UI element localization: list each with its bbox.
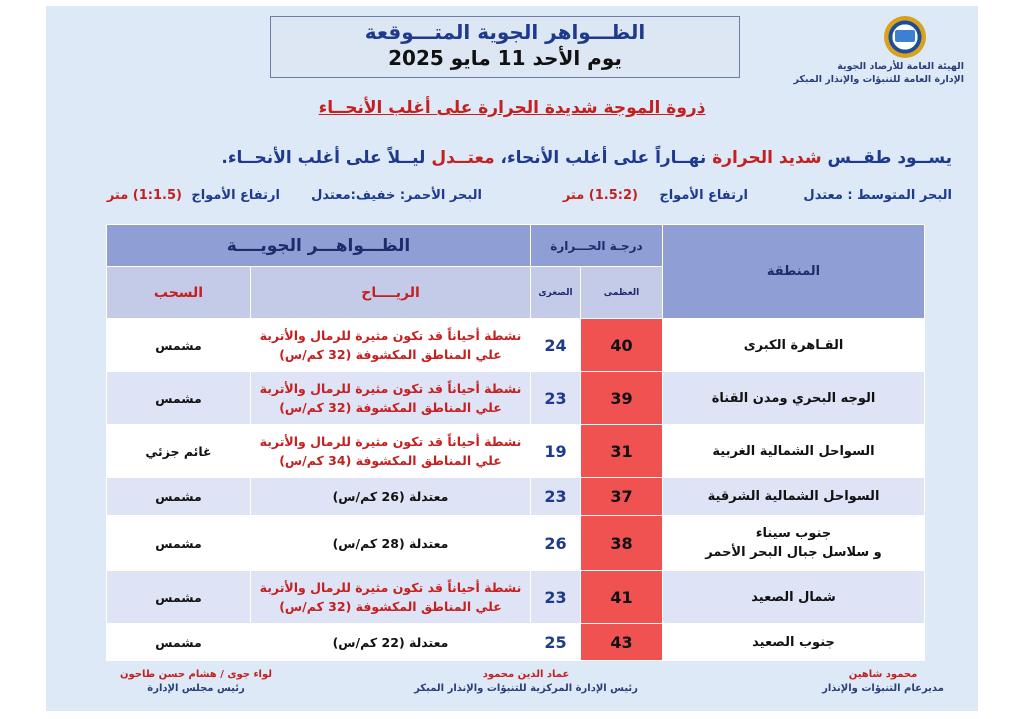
peak-heatwave-title: ذروة الموجة شديدة الحرارة على أغلب الأنحــاء (318, 98, 706, 118)
signature-title: رئيس الإدارة المركزية للتنبؤات والإنذار المبكر (414, 683, 638, 694)
min-temp-cell: 24 (531, 319, 581, 372)
cloud-header: السحب (107, 267, 251, 319)
table-row (107, 478, 925, 516)
wind-line-1: نشطة أحياناً قد تكون مثيرة للرمال والأتربة (259, 381, 522, 396)
red-waves-value: (1:1.5) متر (106, 188, 182, 203)
min-temp-cell: 23 (531, 478, 581, 516)
phenomena-header: الظـــواهـــر الجويــــة (107, 225, 531, 267)
med-sea-label: البحر المتوسط : معتدل (803, 188, 952, 203)
sea-state (98, 188, 952, 210)
table-row (107, 319, 925, 372)
cloud-cell: مشمس (107, 319, 251, 372)
min-temp-cell: 19 (531, 425, 581, 478)
max-temp-cell: 38 (581, 516, 663, 571)
cloud-cell: مشمس (107, 624, 251, 661)
max-temp-header: العظمى (581, 267, 663, 319)
wind-cell (251, 425, 531, 478)
min-temp-cell: 26 (531, 516, 581, 571)
wind-line-1: نشطة أحياناً قد تكون مثيرة للرمال والأتربة (259, 434, 522, 449)
cloud-cell: مشمس (107, 516, 251, 571)
summary-part-1: يســود طقــس (821, 148, 952, 168)
region-cell: السواحل الشمالية الشرقية (663, 478, 925, 516)
max-temp-cell: 41 (581, 571, 663, 624)
region-cell: القـاهرة الكبرى (663, 319, 925, 372)
region-cell: السواحل الشمالية الغربية (663, 425, 925, 478)
min-temp-header: الصغرى (531, 267, 581, 319)
summary-part-4: معتــدل (431, 148, 495, 168)
page-title: الظـــواهر الجوية المتـــوقعة (364, 20, 646, 44)
weather-summary (221, 148, 952, 168)
min-temp-cell: 23 (531, 571, 581, 624)
med-waves-label: ارتفاع الأمواج (659, 188, 748, 203)
red-sea-label: البحر الأحمر: خفيف:معتدل (311, 188, 482, 203)
max-temp-cell: 37 (581, 478, 663, 516)
wind-line-2: علي المناطق المكشوفة (32 كم/س) (279, 599, 502, 614)
wind-cell (251, 372, 531, 425)
wind-cell: معتدلة (22 كم/س) (251, 624, 531, 661)
region-line-1: جنوب سيناء (755, 526, 832, 541)
max-temp-cell: 40 (581, 319, 663, 372)
temperature-header: درجـة الحـــرارة (531, 225, 663, 267)
region-cell: شمال الصعيد (663, 571, 925, 624)
wind-line-1: نشطة أحياناً قد تكون مثيرة للرمال والأتربة (259, 328, 522, 343)
forecast-date: يوم الأحد 11 مايو 2025 (388, 46, 622, 70)
summary-part-3: نهــاراً على أغلب الأنحاء، (494, 148, 713, 168)
signature-title: رئيس مجلس الإدارة (147, 683, 245, 694)
wind-cell (251, 571, 531, 624)
cloud-cell: مشمس (107, 372, 251, 425)
org-line-1: الهيئة العامة للأرصاد الجوية (837, 61, 964, 72)
min-temp-cell: 23 (531, 372, 581, 425)
forecast-sheet (46, 6, 978, 711)
signature-title: مديرعام التنبؤات والإنذار (822, 683, 944, 694)
red-waves-label: ارتفاع الأمواج (191, 188, 280, 203)
signature-name: عماد الدين محمود (482, 669, 570, 680)
max-temp-cell: 31 (581, 425, 663, 478)
region-header: المنطقة (663, 225, 925, 319)
cloud-cell: مشمس (107, 571, 251, 624)
org-line-2: الإدارة العامة للتنبؤات والإنذار المبكر (793, 74, 964, 85)
wind-cell (251, 319, 531, 372)
wind-line-1: نشطة أحياناً قد تكون مثيرة للرمال والأتربة (259, 580, 522, 595)
table-row (107, 372, 925, 425)
forecast-table (106, 224, 925, 661)
region-line-2: و سلاسل جبال البحر الأحمر (705, 545, 882, 560)
meteorology-logo-icon (884, 16, 926, 58)
wind-header: الريــــاح (251, 267, 531, 319)
signature-name: لواء جوى / هشام حسن طاحون (119, 669, 273, 680)
min-temp-cell: 25 (531, 624, 581, 661)
cloud-cell: غائم جزئي (107, 425, 251, 478)
wind-line-2: علي المناطق المكشوفة (34 كم/س) (279, 453, 502, 468)
max-temp-cell: 43 (581, 624, 663, 661)
table-row (107, 624, 925, 661)
table-row (107, 425, 925, 478)
wind-line-2: علي المناطق المكشوفة (32 كم/س) (279, 400, 502, 415)
region-cell: الوجه البحري ومدن القناة (663, 372, 925, 425)
organization-name (774, 60, 964, 86)
signature-name: محمود شاهين (848, 669, 918, 680)
summary-part-5: ليــلاً على أغلب الأنحــاء. (221, 148, 432, 168)
header-box (270, 16, 740, 78)
wind-line-2: علي المناطق المكشوفة (32 كم/س) (279, 347, 502, 362)
signature-chairman (96, 668, 296, 696)
summary-part-2: شديد الحرارة (712, 148, 822, 168)
table-row (107, 571, 925, 624)
signature-central-director (376, 668, 676, 696)
med-waves-value: (1.5:2) متر (562, 188, 638, 203)
region-cell (663, 516, 925, 571)
cloud-cell: مشمس (107, 478, 251, 516)
wind-cell: معتدلة (26 كم/س) (251, 478, 531, 516)
max-temp-cell: 39 (581, 372, 663, 425)
table-row (107, 516, 925, 571)
wind-cell: معتدلة (28 كم/س) (251, 516, 531, 571)
region-cell: جنوب الصعيد (663, 624, 925, 661)
signature-forecast-director (798, 668, 968, 696)
